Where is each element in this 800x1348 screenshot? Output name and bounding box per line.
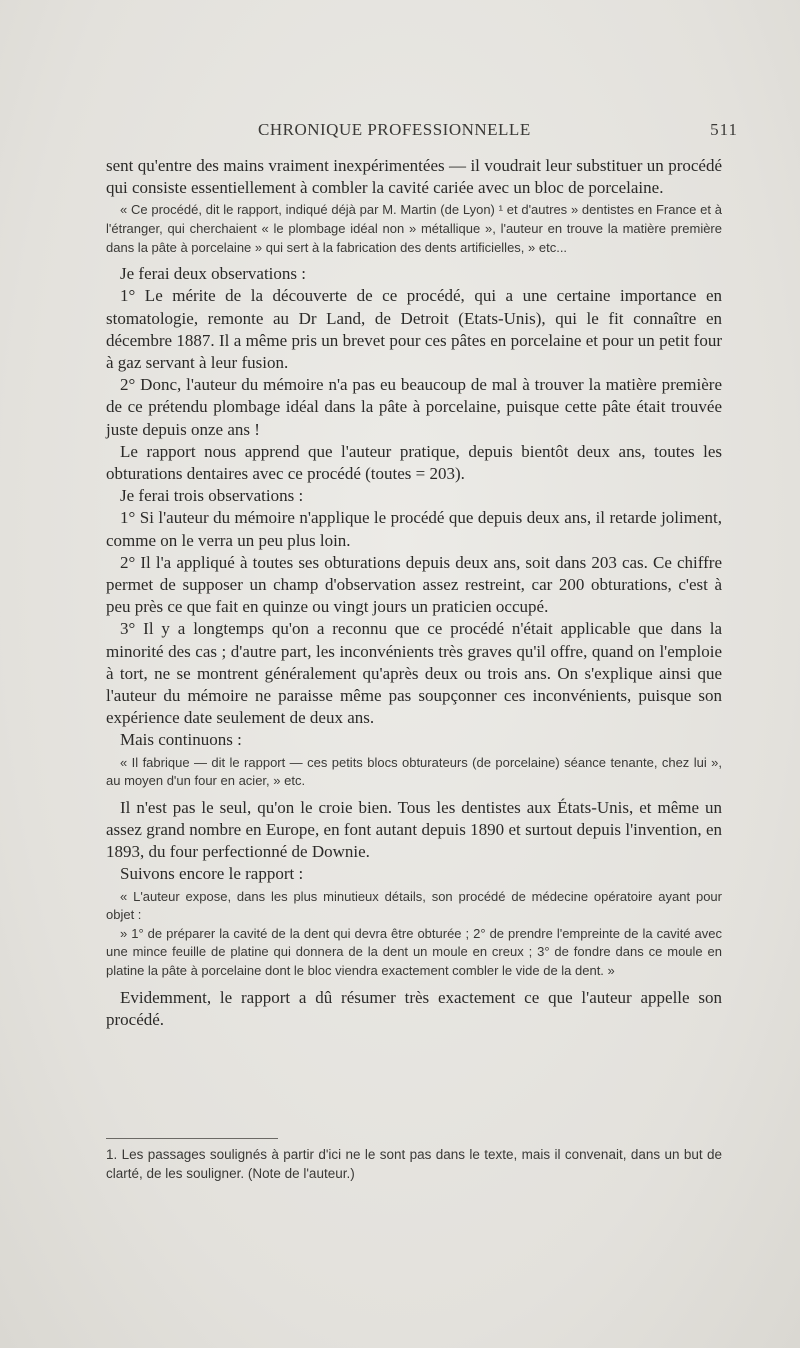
quoted-passage: « Ce procédé, dit le rapport, indiqué déjà par M. Martin (de Lyon) ¹ et d'autres » dentistes en France et à l'étranger, qui cherchaient « le plombage idéal non » métallique », l'auteur en trouve la matière première dans la pâte à porcelaine » qui sert à la fabrication des dents artificielles, » etc... [106, 202, 722, 255]
quoted-passage: « Il fabrique — dit le rapport — ces petits blocs obturateurs (de porcelaine) séance tenante, chez lui », au moyen d'un four en acier, » etc. [106, 754, 722, 789]
paragraph: 2° Donc, l'auteur du mémoire n'a pas eu beaucoup de mal à trouver la matière première de ce prétendu plombage idéal dans la pâte à porcelaine, puisque cette pâte était trouvée juste depuis onze ans ! [106, 375, 722, 439]
page-body [106, 155, 722, 1031]
paragraph: Je ferai deux observations : [120, 264, 306, 284]
paragraph: Mais continuons : [120, 730, 242, 750]
paragraph: Je ferai trois observations : [120, 486, 304, 506]
page-header [0, 120, 800, 144]
paragraph: Le rapport nous apprend que l'auteur pratique, depuis bientôt deux ans, toutes les obturations dentaires avec ce procédé (toutes = 203). [106, 441, 722, 484]
quoted-passage: « L'auteur expose, dans les plus minutieux détails, son procédé de médecine opératoire ayant pour objet : [106, 888, 722, 923]
paragraph: sent qu'entre des mains vraiment inexpérimentées — il voudrait leur substituer un procédé qui consiste essentiellement à combler la cavité cariée avec un bloc de porcelaine. [106, 156, 722, 198]
paragraph: Il n'est pas le seul, qu'on le croie bien. Tous les dentistes aux États-Unis, et même un assez grand nombre en Europe, en font autant depuis 1890 et surtout depuis l'invention, en 1893, du four perfectionné de Downie. [106, 797, 722, 862]
footnote: 1. Les passages soulignés à partir d'ici ne le sont pas dans le texte, mais il convenait, dans un but de clarté, de les souligner. (Note de l'auteur.) [106, 1147, 722, 1181]
paragraph: 3° Il y a longtemps qu'on a reconnu que ce procédé n'était applicable que dans la minorité des cas ; d'autre part, les inconvénients très graves qu'il offre, quand on l'emploie à tort, ne se montrent généralement qu'après deux ou trois ans. On s'explique ainsi que l'auteur du mémoire ne paraisse même pas soupçonner ces inconvénients, puisque son expérience date seulement de deux ans. [106, 619, 722, 728]
paragraph: Suivons encore le rapport : [120, 864, 304, 884]
paragraph: 1° Le mérite de la découverte de ce procédé, qui a une certaine importance en stomatologie, remonte au Dr Land, de Detroit (Etats-Unis), qui le fit connaître en décembre 1887. Il a même pris un brevet pour ces pâtes en porcelaine et pour un petit four à gaz servant à leur fusion. [106, 286, 722, 372]
paragraph: 2° Il l'a appliqué à toutes ses obturations depuis deux ans, soit dans 203 cas. Ce chiffre permet de supposer un champ d'observation assez restreint, car 200 obturations, c'est à peu près ce que fait en quinze ou vingt jours un praticien occupé. [106, 552, 722, 617]
running-title: CHRONIQUE PROFESSIONNELLE [258, 120, 531, 139]
footnote-divider [106, 1138, 278, 1139]
quoted-passage: » 1° de préparer la cavité de la dent qui devra être obturée ; 2° de prendre l'empreinte de la cavité avec une mince feuille de platine qui donnera de la dent un moule en creux ; 3° de fondre dans ce moule en platine la pâte à porcelaine dont le bloc viendra exactement combler le vide de la dent. » [106, 925, 722, 979]
page-number: 511 [710, 120, 738, 139]
paragraph: Evidemment, le rapport a dû résumer très exactement ce que l'auteur appelle son procédé. [106, 987, 722, 1029]
paragraph: 1° Si l'auteur du mémoire n'applique le procédé que depuis deux ans, il retarde joliment, comme on le verra un peu plus loin. [106, 508, 722, 550]
